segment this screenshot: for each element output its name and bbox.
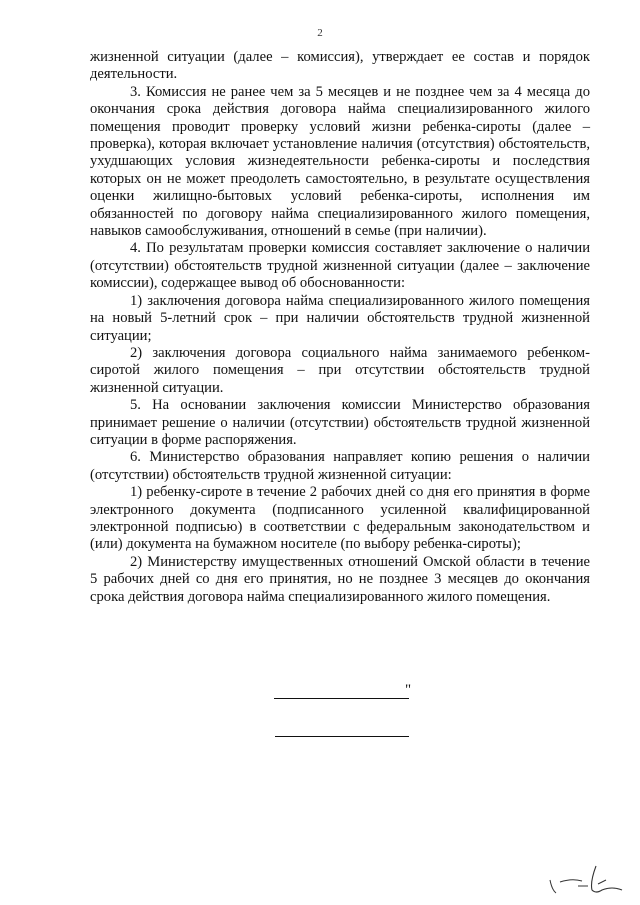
subitem-6-2: 2) Министерству имущественных отношений Омской области в течение 5 рабочих дней со дня его принятия, но не позднее 3 месяцев до окончания срока действия договора найма специализированного жилого помещения. — [90, 553, 590, 605]
subitem-6-1: 1) ребенку-сироте в течение 2 рабочих дней со дня его принятия в форме электронного документа (подписанного усиленной квалифицированной электронной подписью) в соответствии с федеральным законодательством и (или) документа на бумажном носителе (по выбору ребенка-сироты); — [90, 484, 590, 553]
paragraph-item-4: 4. По результатам проверки комиссия составляет заключение о наличии (отсутствии) обстоятельств трудной жизненной ситуации (далее – заключение комиссии), содержащее вывод об обоснованности: — [90, 240, 590, 292]
paragraph-continuation: жизненной ситуации (далее – комиссия), утверждает ее состав и порядок деятельности. — [90, 49, 590, 83]
subitem-4-2: 2) заключения договора социального найма занимаемого ребенком-сиротой жилого помещения – при отсутствии обстоятельств трудной жизненной ситуации. — [90, 344, 590, 396]
closing-rule — [274, 698, 409, 699]
paragraph-item-5: 5. На основании заключения комиссии Министерство образования принимает решение о наличии (отсутствии) обстоятельств трудной жизненной ситуации в форме распоряжения. — [90, 397, 590, 448]
closing-quote: " — [405, 682, 412, 698]
handwritten-signature-icon — [548, 860, 626, 900]
paragraph-item-6: 6. Министерство образования направляет копию решения о наличии (отсутствии) обстоятельств трудной жизненной ситуации: — [90, 449, 590, 483]
subitem-4-1: 1) заключения договора найма специализированного жилого помещения на новый 5-летний срок – при наличии обстоятельств трудной жизненной ситуации; — [90, 292, 590, 344]
page-number: 2 — [317, 27, 323, 39]
document-body — [90, 49, 590, 606]
paragraph-item-3: 3. Комиссия не ранее чем за 5 месяцев и не позднее чем за 4 месяца до окончания срока действия договора найма специализированного жилого помещения проводит проверку условий жизни ребенка-сироты (далее – проверка), которая включает установление наличия (отсутствия) обстоятельств, ухудшающих условия жизнедеятельности ребенка-сироты и последствия которых он не может преодолеть самостоятельно, в результате осуществления оценки жилищно-бытовых условий ребенка-сироты, исполнения им обязанностей по договору найма специализированного жилого помещения, навыков самообслуживания, отношений в семье (при наличии). — [90, 83, 590, 240]
end-rule — [275, 736, 409, 737]
